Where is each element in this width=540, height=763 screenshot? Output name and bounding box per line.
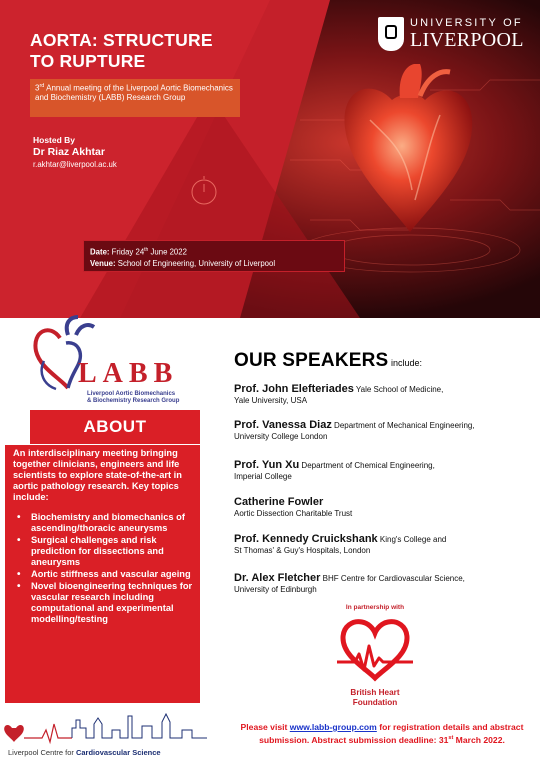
labb-subtitle: [87, 391, 179, 405]
date-label: Date:: [90, 247, 110, 257]
date-venue-box: [83, 240, 345, 272]
speaker-affiliation: Department of Mechanical Engineering,: [331, 421, 475, 430]
speaker-affiliation-line2: Yale University, USA: [234, 396, 308, 405]
speaker-name: Dr. Alex Fletcher: [234, 572, 321, 584]
speaker-affiliation: Department of Chemical Engineering,: [299, 461, 435, 470]
meeting-ordinal-suffix: rd: [39, 83, 45, 89]
about-panel: [5, 445, 200, 703]
labb-letters: LABB: [78, 358, 179, 389]
partnership-label: In partnership with: [345, 604, 405, 611]
university-line2: LIVERPOOL: [410, 29, 524, 51]
date-value: Friday 24: [109, 247, 145, 257]
meeting-ordinal: 3: [35, 83, 40, 93]
city-skyline-icon: [2, 710, 212, 746]
speaker-entry: [234, 384, 534, 406]
event-title: [30, 30, 270, 72]
university-of-liverpool-logo: [378, 15, 526, 59]
meeting-text: Annual meeting of the Liverpool Aortic Biomechanics and Biochemistry (LABB) Research Group: [35, 83, 233, 103]
date-line: [90, 245, 338, 258]
about-intro: An interdisciplinary meeting bringing together clinicians, engineers and life scientists to explore state-of-the-art in aortic pathology research. Key topics include:: [13, 448, 182, 502]
speaker-entry: [234, 534, 534, 556]
host-info: [33, 135, 117, 169]
speaker-entry: [234, 573, 534, 595]
speaker-affiliation: Yale School of Medicine,: [353, 385, 444, 394]
meeting-description: [30, 79, 240, 117]
speaker-name: Prof. Yun Xu: [234, 459, 300, 471]
speakers-heading-suffix: include:: [388, 358, 422, 368]
bhf-name: [325, 688, 425, 707]
speaker-entry: [234, 420, 534, 442]
register-post: March 2022.: [453, 734, 505, 745]
speaker-name: Catherine Fowler: [234, 496, 324, 508]
topic-item: • Aortic stiffness and vascular ageing: [13, 569, 194, 580]
bhf-name-line1: British Heart: [350, 688, 400, 697]
labb-subtitle-line1: Liverpool Aortic Biomechanics: [87, 391, 176, 397]
host-name: Dr Riaz Akhtar: [33, 146, 105, 158]
lccs-name: [8, 748, 161, 757]
university-line1: UNIVERSITY OF: [410, 17, 523, 29]
liverpool-crest-icon: [378, 17, 404, 51]
topic-item: • Surgical challenges and risk prediction for dissections and aneurysms: [13, 535, 194, 568]
event-title-line1: AORTA: STRUCTURE: [30, 30, 213, 50]
lccs-bold: Cardiovascular Science: [75, 748, 161, 757]
lccs-logo: [2, 710, 212, 760]
date-value-end: June 2022: [148, 247, 187, 257]
host-email[interactable]: r.akhtar@liverpool.ac.uk: [33, 160, 117, 169]
speaker-name: Prof. John Elefteriades: [234, 383, 354, 395]
hero-banner: [0, 0, 540, 318]
register-suffix: st: [448, 735, 454, 741]
speakers-heading-main: OUR SPEAKERS: [234, 350, 389, 371]
venue-label: Venue:: [90, 258, 116, 268]
speaker-affiliation-line2: Imperial College: [234, 472, 292, 481]
labb-website-link[interactable]: www.labb-group.com: [289, 722, 377, 732]
lccs-prefix: Liverpool Centre for: [8, 748, 76, 757]
about-topics: [13, 512, 194, 625]
speaker-affiliation-line2: St Thomas' & Guy's Hospitals, London: [234, 546, 371, 555]
bhf-heart-icon: [335, 616, 415, 688]
speaker-affiliation-line2: Aortic Dissection Charitable Trust: [234, 509, 353, 518]
topic-item: • Biochemistry and biomechanics of ascending/thoracic aneurysms: [13, 512, 194, 534]
speaker-affiliation-line2: University of Edinburgh: [234, 585, 317, 594]
speaker-entry: [234, 460, 534, 482]
venue-value: School of Engineering, University of Liverpool: [115, 258, 276, 268]
speakers-heading: [234, 350, 422, 372]
event-title-line2: TO RUPTURE: [30, 51, 146, 71]
date-suffix: th: [144, 247, 149, 253]
register-mid: for registration details and abstract submission. Abstract submission deadline: 31: [259, 722, 524, 745]
speaker-affiliation: King's College and: [377, 535, 447, 544]
speaker-affiliation-line2: University College London: [234, 432, 328, 441]
topic-item: • Novel bioengineering techniques for vascular research including computational and experimental modelling/testing: [13, 581, 194, 625]
bhf-partner-logo: [325, 604, 425, 709]
about-heading: ABOUT: [30, 410, 200, 444]
speaker-affiliation: BHF Centre for Cardiovascular Science,: [320, 574, 465, 583]
register-pre: Please visit: [240, 722, 290, 732]
speaker-name: Prof. Vanessa Diaz: [234, 419, 332, 431]
labb-subtitle-line2: & Biochemistry Research Group: [87, 398, 180, 404]
labb-logo: [30, 313, 202, 408]
venue-line: [90, 258, 338, 269]
bhf-name-line2: Foundation: [352, 697, 398, 707]
speaker-entry: [234, 497, 534, 519]
hosted-label: Hosted By: [33, 135, 76, 145]
registration-note: [228, 722, 536, 746]
speaker-name: Prof. Kennedy Cruickshank: [234, 533, 378, 545]
